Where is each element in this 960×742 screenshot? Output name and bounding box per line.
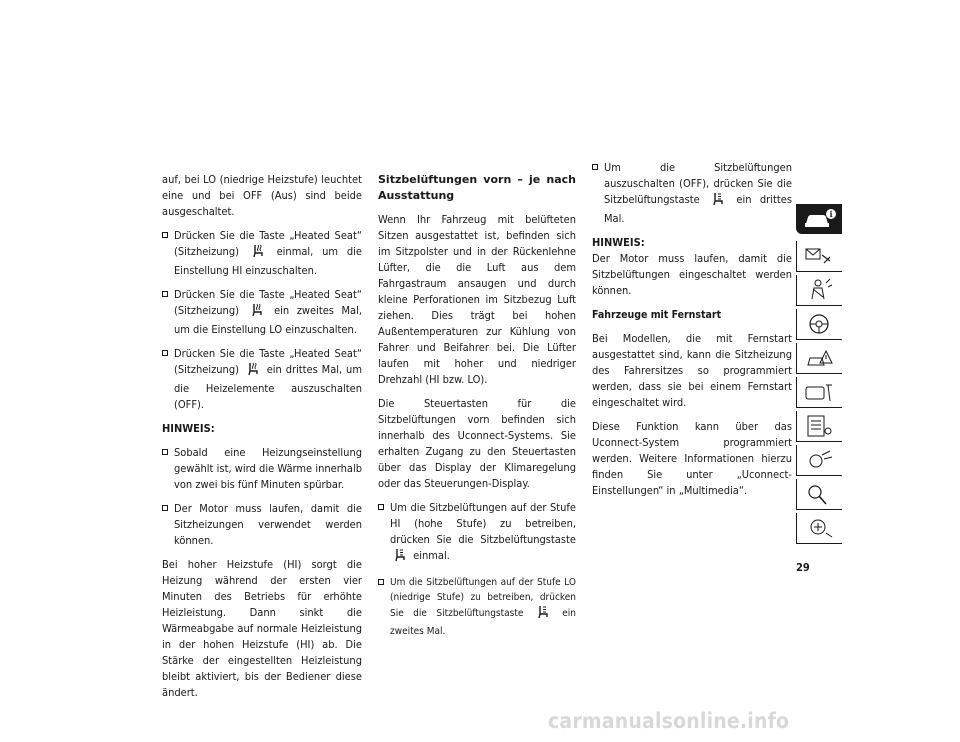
note-bullet-2: Der Motor muss laufen, damit die Sitzheizungen verwendet werden können. [162,501,362,549]
search-icon [796,479,842,509]
ventilated-seat-icon [712,192,724,211]
tab-safety[interactable] [796,275,842,305]
bullet-heated-seat-lo: Drücken Sie die Taste „Heated Seat“ (Sitzheizung) ein zweites Mal, um die Einstellung LO einzuschalten. [162,287,362,338]
bullet-heated-seat-hi: Drücken Sie die Taste „Heated Seat“ (Sitzheizung) einmal, um die Einstellung HI einzuschalten. [162,228,362,279]
column-left [162,172,362,709]
note-text: Der Motor muss laufen, damit die Sitzbelüftungen eingeschaltet werden können. [592,252,792,297]
intro-paragraph: auf, bei LO (niedrige Heizstufe) leuchtet eine und bei OFF (Aus) sind beide ausgeschaltet. [162,173,362,218]
remote-start-heading: Fahrzeuge mit Fernstart [592,309,722,321]
bullet-box [162,505,168,511]
car-service-icon [796,377,842,407]
note-label-2: HINWEIS: [592,236,645,249]
tab-specs[interactable] [796,411,842,441]
remote-start-paragraph-2: Diese Funktion kann über das Uconnect-System programmiert werden. Weitere Informationen hierzu finden Sie unter „Uconnect-Einstellungen“ in „Multimedia“. [592,420,792,497]
watermark: carmanualsonline.info [548,709,790,733]
car-info-icon [796,204,842,234]
heated-seat-icon [252,244,264,263]
bullet-box [378,504,384,510]
column-middle [378,172,576,647]
wrench-gear-icon [796,445,842,475]
bullet-box [592,164,598,170]
heated-seat-icon [251,303,263,322]
tab-driving[interactable] [796,309,842,339]
ventilation-paragraph-2: Die Steuertasten für die Sitzbelüftungen vorn befinden sich innerhalb des Uconnect-Systems. Sie erhalten Zugang zu den Steuertasten über das Display der Klimaregelung oder das Steuerungen-Display. [378,397,576,490]
bullet-box [162,350,168,356]
chapter-tabs [796,204,842,544]
mail-phone-icon [796,241,842,271]
bullet-box [162,232,168,238]
ventilated-seat-icon [394,548,406,567]
note-label: HINWEIS: [162,422,215,435]
bullet-vent-off: Um die Sitzbelüftungen auszuschalten (OFF), drücken Sie die Sitzbelüftungstaste ein drittes Mal. [592,160,792,227]
section-heading: Sitzbelüftungen vorn – je nach Ausstattung [378,173,576,202]
checklist-icon [796,411,842,441]
note-bullet-1: Sobald eine Heizungseinstellung gewählt ist, wird die Wärme innerhalb von zwei bis fünf Minuten spürbar. [162,445,362,493]
multimedia-icon [796,513,842,543]
tab-languages[interactable] [796,513,842,543]
tab-emergency[interactable] [796,343,842,373]
svg-text:i: i [829,209,833,219]
page-number: 29 [796,561,810,574]
warning-car-icon [796,343,842,373]
bullet-heated-seat-off: Drücken Sie die Taste „Heated Seat“ (Sitzheizung) ein drittes Mal, um die Heizelemente auszuschalten (OFF). [162,346,362,413]
tab-index[interactable] [796,479,842,509]
bullet-vent-hi: Um die Sitzbelüftungen auf der Stufe HI (hohe Stufe) zu betreiben, drücken Sie die Sitzbelüftungstaste einmal. [378,500,576,567]
bullet-vent-lo: Um die Sitzbelüftungen auf der Stufe LO (niedrige Stufe) zu betreiben, drücken Sie die Sitzbelüftungstaste ein zweites Mal. [378,575,576,639]
bullet-box [378,579,384,585]
heated-seat-icon [247,362,259,381]
seatbelt-icon [796,275,842,305]
ventilation-paragraph-1: Wenn Ihr Fahrzeug mit belüfteten Sitzen ausgestattet ist, befinden sich im Sitzpolster und in der Rückenlehne Lüfter, die die Luft aus dem Fahrgastraum ansaugen und durch kleine Perforationen im Sitzbezug Luft ziehen. Dies trägt bei hohen Außentemperaturen zur Kühlung von Fahrer und Beifahrer bei. Die Lüfter laufen mit hoher und niedriger Drehzahl (HI bzw. LO). [378,213,576,386]
tab-car-info[interactable] [796,204,842,234]
bullet-box [162,449,168,455]
column-right [592,160,792,507]
tab-multimedia[interactable] [796,445,842,475]
steering-icon [796,309,842,339]
remote-start-paragraph-1: Bei Modellen, die mit Fernstart ausgestattet sind, kann die Sitzheizung des Fahrersitzes so programmiert werden, dass sie bei einem Fernstart eingeschaltet wird. [592,332,792,409]
bullet-box [162,291,168,297]
tab-service[interactable] [796,377,842,407]
tab-mail-phone[interactable] [796,241,842,271]
ventilated-seat-icon [537,605,549,624]
hi-heating-paragraph: Bei hoher Heizstufe (HI) sorgt die Heizung während der ersten vier Minuten des Betriebs für erhöhte Heizleistung. Dann sinkt die Wärmeabgabe auf normale Heizleistung in der hohen Heizstufe (HI) ab. Die Stärke der eingestellten Heizleistung bleibt aktiviert, bis der Bediener diese ändert. [162,558,362,699]
